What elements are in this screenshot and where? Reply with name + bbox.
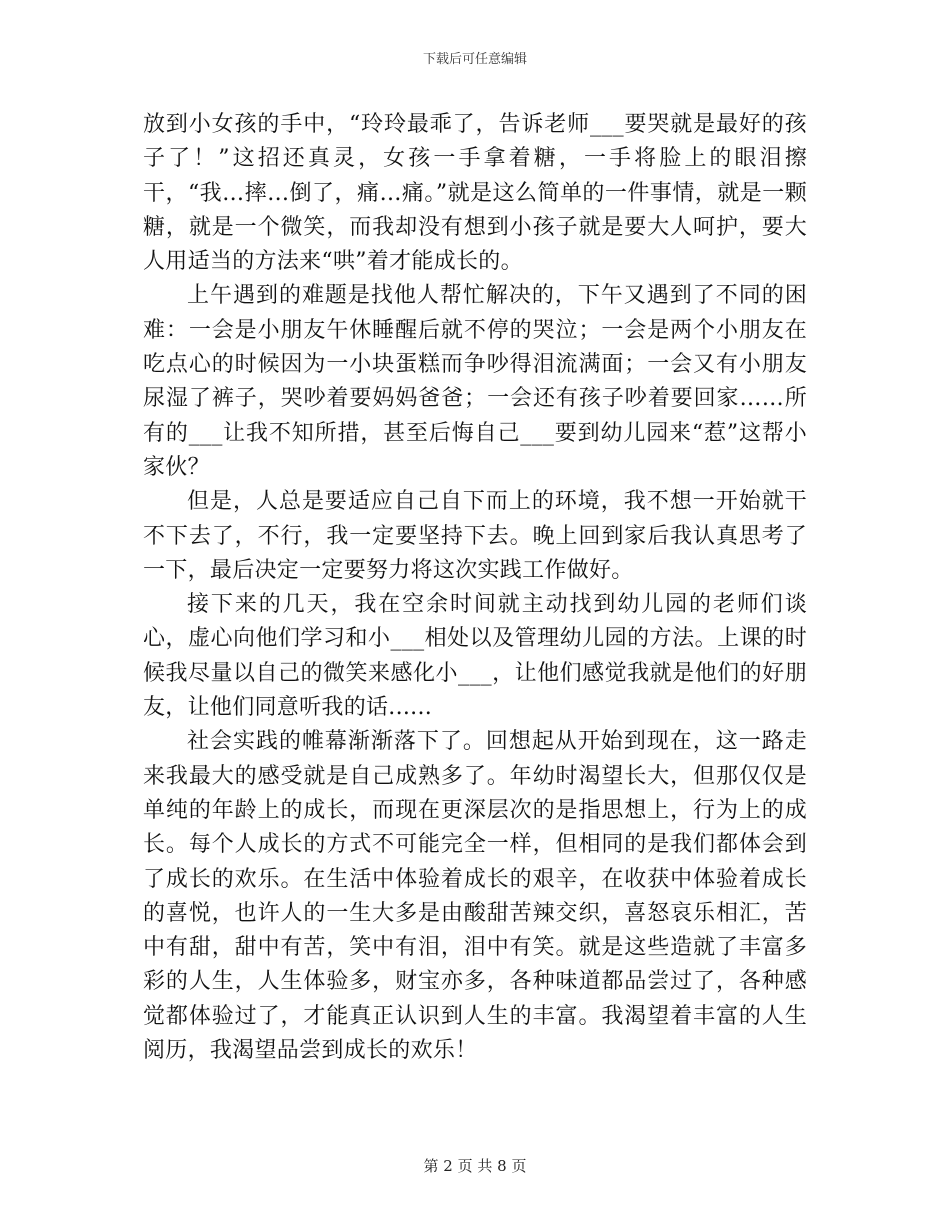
page-footer: 第 2 页 共 8 页 [423,1157,527,1175]
paragraph-following-days: 接下来的几天，我在空余时间就主动找到幼儿园的老师们谈心，虚心向他们学习和小___相处以及管理幼儿园的方法。上课的时候我尽量以自己的微笑来感化小___，让他们感觉我就是他们的好朋友，让他们同意听我的话...... [143,592,807,721]
paragraph-conclusion: 社会实践的帷幕渐渐落下了。回想起从开始到现在，这一路走来我最大的感受就是自己成熟多了。年幼时渴望长大，但那仅仅是单纯的年龄上的成长，而现在更深层次的是指思想上，行为上的成长。每个人成长的方式不可能完全一样，但相同的是我们都体会到了成长的欢乐。在生活中体验着成长的艰辛，在收获中体验着成长的喜悦，也许人的一生大多是由酸甜苦辣交织，喜怒哀乐相汇，苦中有甜，甜中有苦，笑中有泪，泪中有笑。就是这些造就了丰富多彩的人生，人生体验多，财宝亦多，各种味道都品尝过了，各种感觉都体验过了，才能真正认识到人生的丰富。我渴望着丰富的人生阅历，我渴望品尝到成长的欢乐！ [143,729,807,1064]
paragraph-continued: 放到小女孩的手中，“玲玲最乖了，告诉老师___要哭就是最好的孩子了！”这招还真灵，女孩一手拿着糖，一手将脸上的眼泪擦干，“我…摔…倒了，痛…痛。”就是这么简单的一件事情，就是一颗糖，就是一个微笑，而我却没有想到小孩子就是要大人呵护，要大人用适当的方法来“哄”着才能成长的。 [143,112,807,275]
page-header: 下载后可任意编辑 [422,52,527,67]
paragraph-afternoon-difficulties: 上午遇到的难题是找他人帮忙解决的，下午又遇到了不同的困难：一会是小朋友午休睡醒后就不停的哭泣；一会是两个小朋友在吃点心的时候因为一小块蛋糕而争吵得泪流满面；一会又有小朋友尿湿了裤子，哭吵着要妈妈爸爸；一会还有孩子吵着要回家……所有的___让我不知所措，甚至后悔自己___要到幼儿园来“惹”这帮小家伙？ [143,283,807,480]
paragraph-persist: 但是，人总是要适应自己自下而上的环境，我不想一开始就干不下去了，不行，我一定要坚持下去。晚上回到家后我认真思考了一下，最后决定一定要努力将这次实践工作做好。 [143,489,807,583]
document-body [143,108,807,1068]
